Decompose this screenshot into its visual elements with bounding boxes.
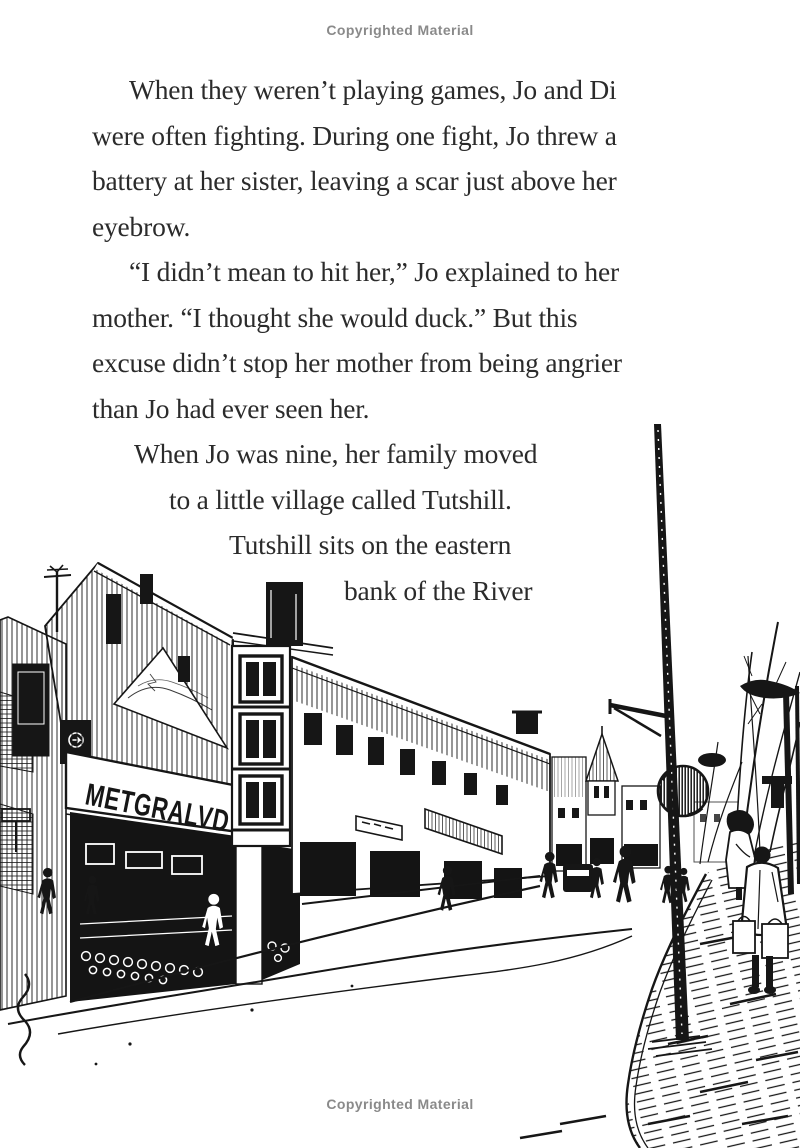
text-line: bank of the River [344, 574, 533, 606]
van [563, 864, 593, 892]
copyright-watermark-top: Copyrighted Material [326, 22, 474, 38]
copyright-watermark-bottom: Copyrighted Material [326, 1096, 474, 1112]
terrace-row [292, 657, 550, 904]
shop-sign-text: METGRALVD [82, 776, 289, 851]
text-line: excuse didn’t stop her mother from being angrier [92, 347, 622, 378]
street-illustration [0, 424, 800, 1148]
text-line: were often fighting. During one fight, Jo threw a [92, 119, 617, 151]
bay-window-column [232, 646, 290, 846]
distant-buildings [552, 726, 738, 871]
text-line: Tutshill sits on the eastern [229, 529, 512, 560]
text-line: When Jo was nine, her family moved [134, 438, 538, 469]
text-line: than Jo had ever seen her. [92, 392, 370, 424]
text-line: “I didn’t mean to hit her,” Jo explained to her [129, 256, 619, 287]
text-line: mother. “I thought she would duck.” But this [92, 301, 578, 333]
text-line: battery at her sister, leaving a scar just above her [92, 165, 617, 196]
text-line: to a little village called Tutshill. [169, 483, 512, 515]
text-line: eyebrow. [92, 210, 191, 242]
text-line: When they weren’t playing games, Jo and Di [129, 74, 617, 105]
